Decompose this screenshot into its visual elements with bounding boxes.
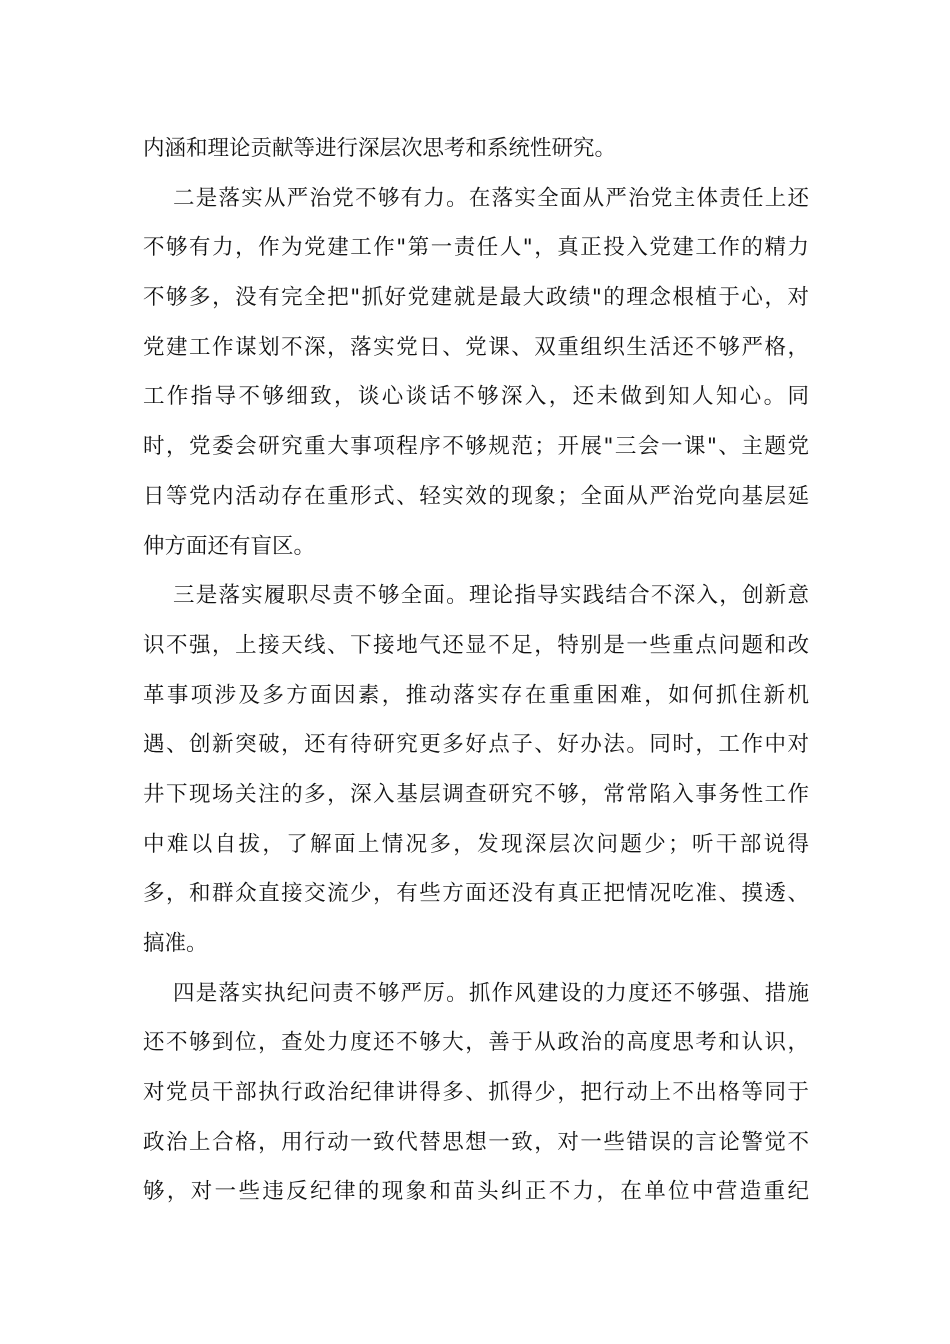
document-body <box>143 124 809 1217</box>
text-line: 时，党委会研究重大事项程序不够规范；开展"三会一课"、主题党 <box>143 434 809 460</box>
paragraph-4-start: 四是落实执纪问责不够严厉。抓作风建设的力度还不够强、措施 <box>173 980 809 1006</box>
text-line: 对党员干部执行政治纪律讲得多、抓得少，把行动上不出格等同于 <box>143 1080 809 1106</box>
text-line: 够，对一些违反纪律的现象和苗头纠正不力，在单位中营造重纪 <box>143 1179 809 1205</box>
text-line: 工作指导不够细致，谈心谈话不够深入，还未做到知人知心。同 <box>143 384 809 410</box>
text-line: 多，和群众直接交流少，有些方面还没有真正把情况吃准、摸透、 <box>143 881 809 907</box>
text-line: 遇、创新突破，还有待研究更多好点子、好办法。同时，工作中对 <box>143 732 809 758</box>
text-line: 不够多，没有完全把"抓好党建就是最大政绩"的理念根植于心，对 <box>143 285 809 311</box>
text-line: 党建工作谋划不深，落实党日、党课、双重组织生活还不够严格， <box>143 334 809 360</box>
text-line: 搞准。 <box>143 931 208 956</box>
text-line: 井下现场关注的多，深入基层调查研究不够，常常陷入事务性工作 <box>143 781 809 807</box>
paragraph-3-start: 三是落实履职尽责不够全面。理论指导实践结合不深入，创新意 <box>173 583 809 609</box>
text-line: 中难以自拔，了解面上情况多，发现深层次问题少；听干部说得 <box>143 831 809 857</box>
text-line: 伸方面还有盲区。 <box>143 533 316 559</box>
text-line: 日等党内活动存在重形式、轻实效的现象；全面从严治党向基层延 <box>143 483 809 509</box>
text-line: 革事项涉及多方面因素，推动落实存在重重困难，如何抓住新机 <box>143 682 809 708</box>
text-line: 识不强，上接天线、下接地气还显不足，特别是一些重点问题和改 <box>143 632 809 658</box>
text-line: 还不够到位，查处力度还不够大，善于从政治的高度思考和认识， <box>143 1030 809 1056</box>
paragraph-2-start: 二是落实从严治党不够有力。在落实全面从严治党主体责任上还 <box>173 185 809 211</box>
text-line: 不够有力，作为党建工作"第一责任人"，真正投入党建工作的精力 <box>143 235 809 261</box>
text-line: 内涵和理论贡献等进行深层次思考和系统性研究。 <box>143 136 617 161</box>
text-line: 政治上合格，用行动一致代替思想一致，对一些错误的言论警觉不 <box>143 1129 809 1155</box>
